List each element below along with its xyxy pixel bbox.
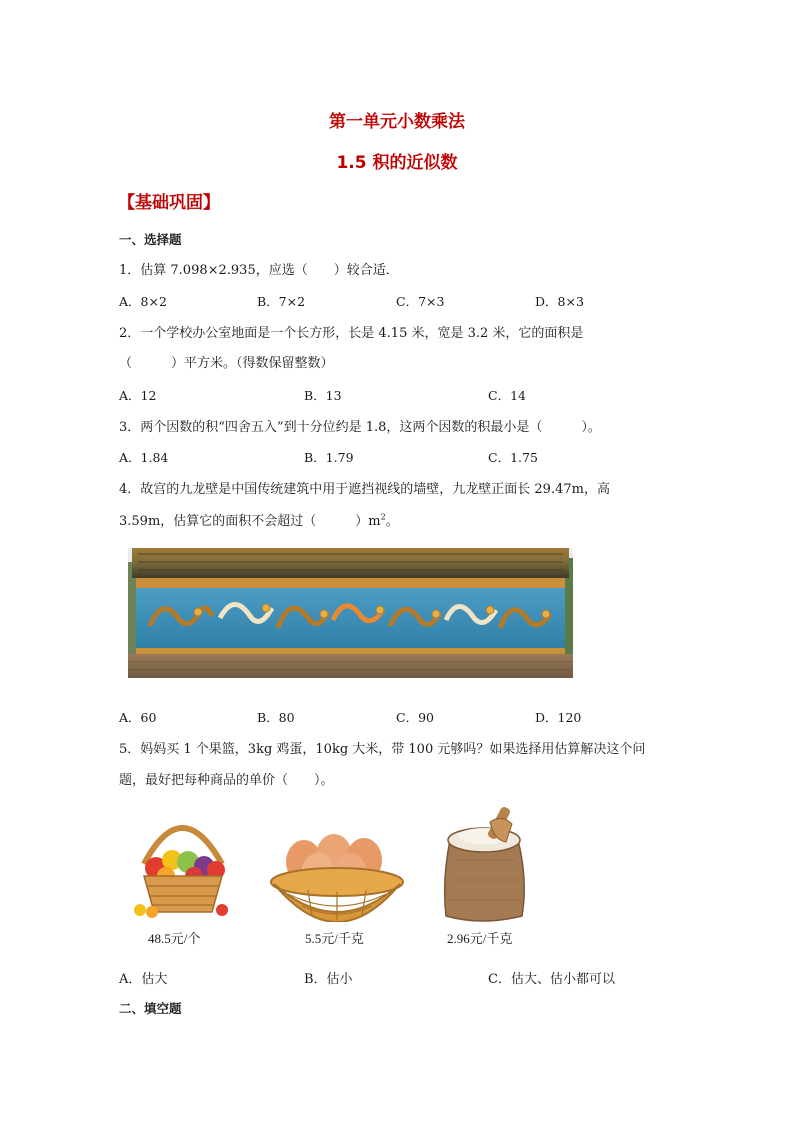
question-3: 3．两个因数的积“四舍五入”到十分位约是 1.8，这两个因数的积最小是（ ）。 xyxy=(119,420,601,435)
q3-option-a: A．1.84 xyxy=(119,450,169,465)
q1-option-c: C．7×3 xyxy=(396,294,445,309)
question-4-line-2-end: 。 xyxy=(385,514,399,529)
rice-sack-image xyxy=(432,800,536,926)
q1-option-a: A．8×2 xyxy=(119,294,167,309)
section-heading: 【基础巩固】 xyxy=(118,193,220,213)
page-subtitle: 1.5 积的近似数 xyxy=(336,153,458,173)
question-4-line-1: 4．故宫的九龙壁是中国传统建筑中用于遮挡视线的墙壁，九龙壁正面长 29.47m，高 xyxy=(119,482,610,497)
q3-option-c: C．1.75 xyxy=(488,450,538,465)
egg-basket-image xyxy=(268,830,406,922)
q4-option-c: C．90 xyxy=(396,710,434,725)
q1-option-d: D．8×3 xyxy=(535,294,584,309)
question-2-line-1: 2．一个学校办公室地面是一个长方形，长是 4.15 米，宽是 3.2 米，它的面积是 xyxy=(119,326,584,341)
q5-option-a: A．估大 xyxy=(119,972,168,987)
part-two-heading: 二、填空题 xyxy=(119,1001,182,1016)
q2-option-c: C．14 xyxy=(488,388,526,403)
q2-option-b: B．13 xyxy=(304,388,342,403)
q4-option-b: B．80 xyxy=(257,710,295,725)
question-1: 1．估算 7.098×2.935，应选（ ）较合适． xyxy=(119,263,399,278)
fruit-basket-price: 48.5元/个 xyxy=(148,931,201,946)
question-5-line-1: 5．妈妈买 1 个果篮，3kg 鸡蛋，10kg 大米，带 100 元够吗？如果选择用估算解决这个问 xyxy=(119,742,646,757)
question-4-line-2 xyxy=(119,510,399,529)
question-2-line-2: （ ）平方米。（得数保留整数） xyxy=(119,356,334,371)
square-superscript: 2 xyxy=(380,512,386,522)
egg-price: 5.5元/千克 xyxy=(305,931,364,946)
nine-dragon-wall-image xyxy=(128,548,573,678)
page-title: 第一单元小数乘法 xyxy=(329,112,465,132)
question-5-line-2: 题，最好把每种商品的单价（ ）。 xyxy=(119,773,334,788)
part-one-heading: 一、选择题 xyxy=(119,232,182,247)
q5-option-b: B．估小 xyxy=(304,972,353,987)
q1-option-b: B．7×2 xyxy=(257,294,306,309)
question-4-line-2-text: 3.59m，估算它的面积不会超过（ ）m xyxy=(119,514,381,529)
q5-option-c: C．估大、估小都可以 xyxy=(488,972,615,987)
q2-option-a: A．12 xyxy=(119,388,157,403)
q4-option-d: D．120 xyxy=(535,710,582,725)
q4-option-a: A．60 xyxy=(119,710,157,725)
q3-option-b: B．1.79 xyxy=(304,450,354,465)
fruit-basket-image xyxy=(130,812,235,922)
rice-price: 2.96元/千克 xyxy=(447,931,513,946)
